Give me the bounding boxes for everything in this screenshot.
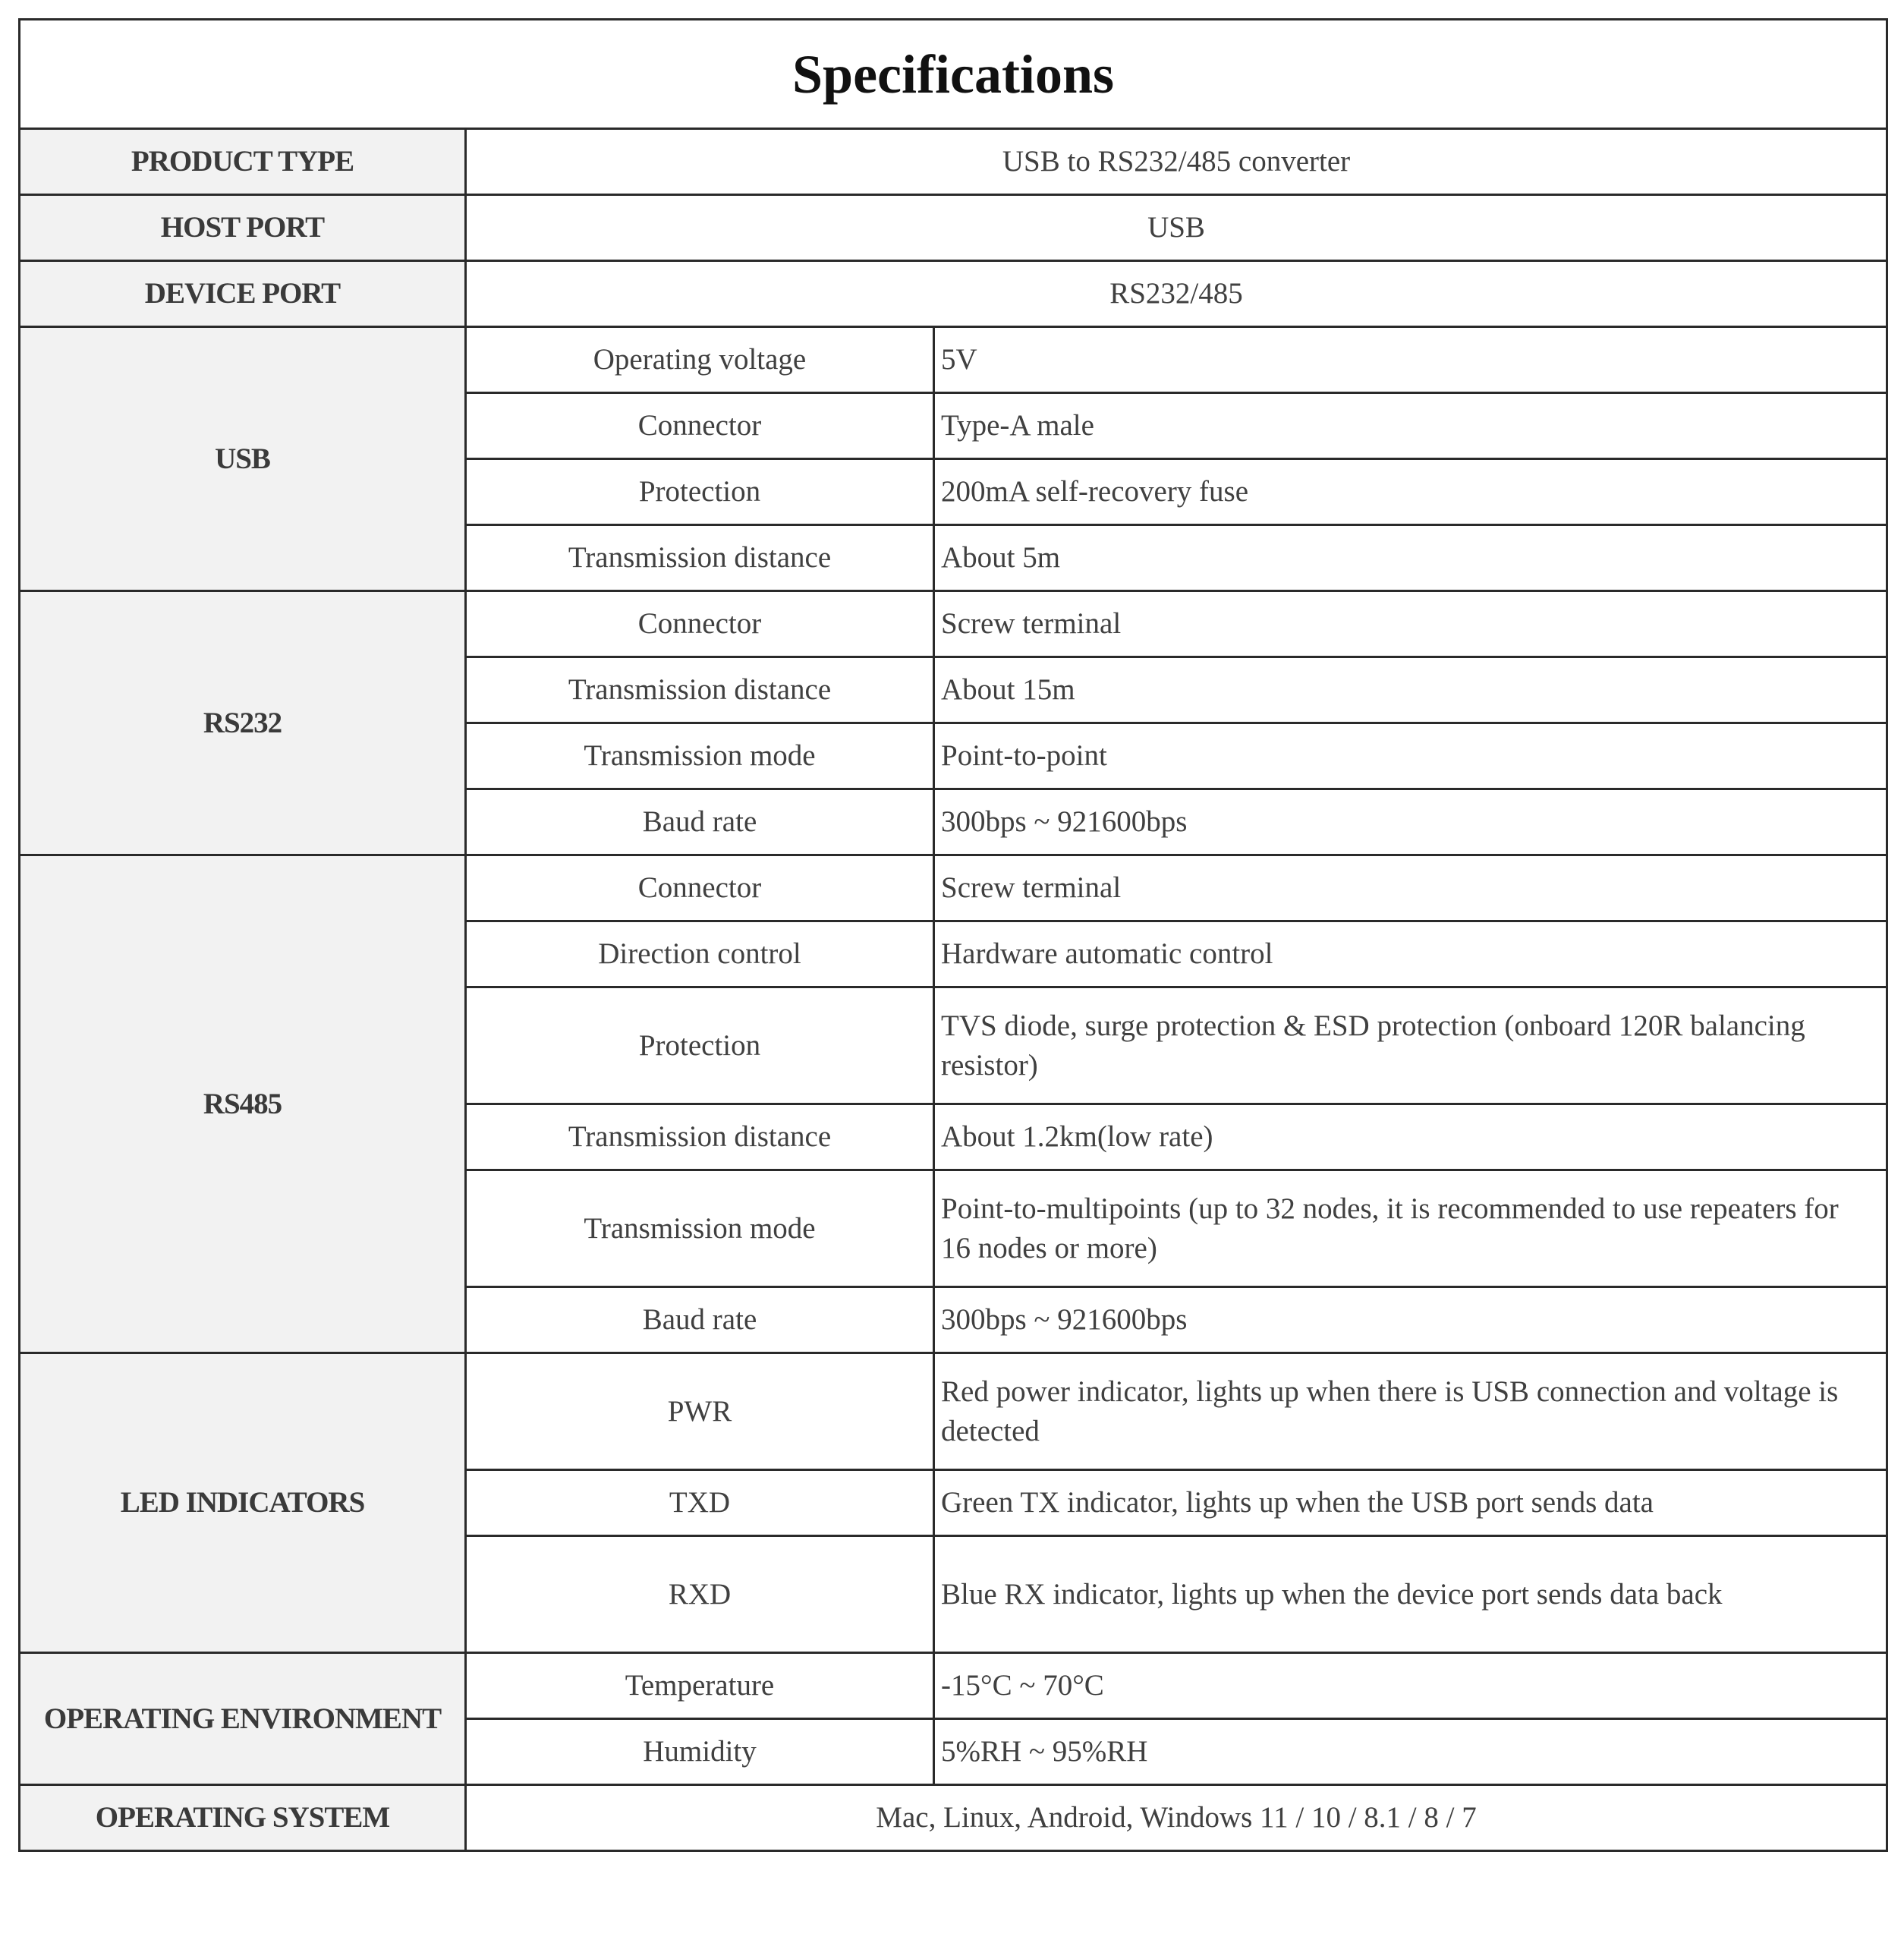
device-port-value: RS232/485 [466,261,1887,327]
table-title: Specifications [20,20,1887,129]
param-value: 5V [934,327,1887,393]
table-row [20,1785,1887,1851]
param-label: Operating voltage [466,327,934,393]
operating-system-value: Mac, Linux, Android, Windows 11 / 10 / 8.1 / 8 / 7 [466,1785,1887,1851]
category-host-port: HOST PORT [20,195,466,261]
param-value: 5%RH ~ 95%RH [934,1719,1887,1785]
param-value: Screw terminal [934,855,1887,921]
category-led-indicators: LED INDICATORS [20,1353,466,1653]
param-value: About 5m [934,525,1887,591]
table-row [20,195,1887,261]
param-value: Red power indicator, lights up when there is USB connection and voltage is detected [934,1353,1887,1470]
param-value: Blue RX indicator, lights up when the device port sends data back [934,1536,1887,1653]
param-label: Direction control [466,921,934,987]
param-label: Transmission distance [466,1104,934,1170]
param-label: Transmission mode [466,1170,934,1287]
param-value: 300bps ~ 921600bps [934,789,1887,855]
param-label: Transmission mode [466,723,934,789]
host-port-value: USB [466,195,1887,261]
category-usb: USB [20,327,466,591]
param-value: 200mA self-recovery fuse [934,459,1887,525]
category-operating-system: OPERATING SYSTEM [20,1785,466,1851]
table-row [20,1353,1887,1470]
param-label: Humidity [466,1719,934,1785]
param-label: Transmission distance [466,525,934,591]
table-row [20,327,1887,393]
param-label: Connector [466,855,934,921]
param-label: Protection [466,459,934,525]
table-row [20,129,1887,195]
param-value: About 15m [934,657,1887,723]
category-product-type: PRODUCT TYPE [20,129,466,195]
param-value: -15°C ~ 70°C [934,1653,1887,1719]
param-label: Temperature [466,1653,934,1719]
product-type-value: USB to RS232/485 converter [466,129,1887,195]
param-label: PWR [466,1353,934,1470]
param-value: 300bps ~ 921600bps [934,1287,1887,1353]
param-value: TVS diode, surge protection & ESD protection (onboard 120R balancing resistor) [934,987,1887,1104]
param-label: Baud rate [466,789,934,855]
table-row [20,855,1887,921]
category-device-port: DEVICE PORT [20,261,466,327]
category-rs485: RS485 [20,855,466,1353]
table-row [20,591,1887,657]
param-value: About 1.2km(low rate) [934,1104,1887,1170]
param-label: Protection [466,987,934,1104]
param-value: Hardware automatic control [934,921,1887,987]
param-label: Connector [466,393,934,459]
table-row [20,261,1887,327]
category-rs232: RS232 [20,591,466,855]
table-row [20,1653,1887,1719]
param-label: Transmission distance [466,657,934,723]
param-label: Baud rate [466,1287,934,1353]
specifications-table [18,18,1888,1852]
param-label: RXD [466,1536,934,1653]
param-label: TXD [466,1470,934,1536]
param-value: Type-A male [934,393,1887,459]
param-value: Screw terminal [934,591,1887,657]
param-value: Point-to-point [934,723,1887,789]
category-operating-environment: OPERATING ENVIRONMENT [20,1653,466,1785]
param-value: Green TX indicator, lights up when the USB port sends data [934,1470,1887,1536]
param-label: Connector [466,591,934,657]
param-value: Point-to-multipoints (up to 32 nodes, it is recommended to use repeaters for 16 nodes or more) [934,1170,1887,1287]
